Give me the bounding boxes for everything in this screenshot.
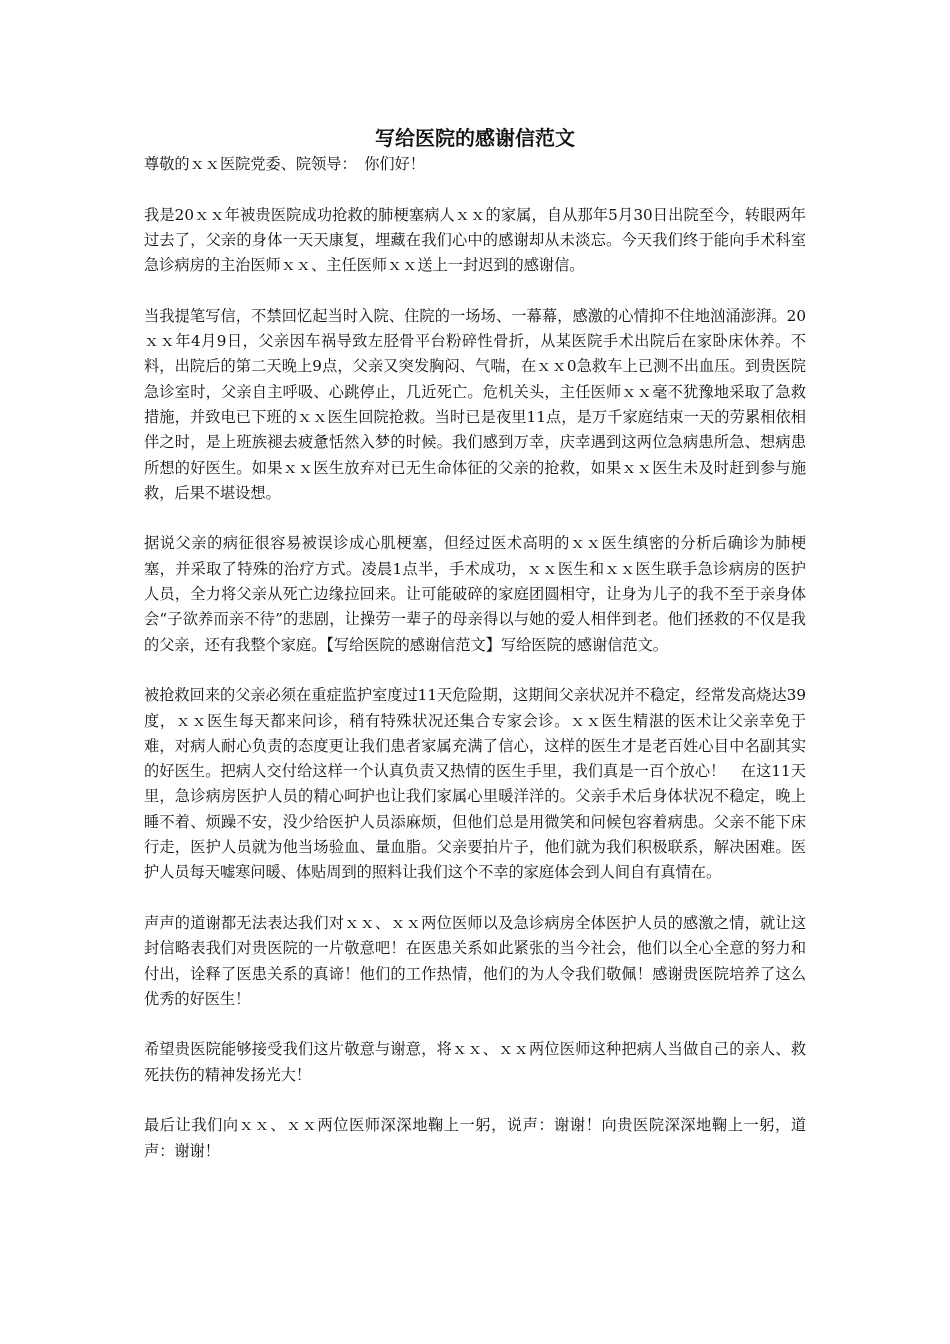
paragraph-6: 希望贵医院能够接受我们这片敬意与谢意，将ｘｘ、ｘｘ两位医师这种把病人当做自己的亲人、救死扶伤的精神发扬光大！ (144, 1040, 806, 1084)
letter-body (144, 152, 806, 1189)
document-title: 写给医院的感谢信范文 (375, 126, 575, 150)
paragraph-1: 我是20ｘｘ年被贵医院成功抢救的肺梗塞病人ｘｘ的家属，自从那年5月30日出院至今，转眼两年过去了，父亲的身体一天天康复，埋藏在我们心中的感谢却从未淡忘。今天我们终于能向手术科室急诊病房的主治医师ｘｘ、主任医师ｘｘ送上一封迟到的感谢信。 (144, 205, 806, 275)
paragraph-2: 当我提笔写信，不禁回忆起当时入院、住院的一场场、一幕幕，感激的心情抑不住地汹涌澎湃。20ｘｘ年4月9日，父亲因车祸导致左胫骨平台粉碎性骨折，从某医院手术出院后在家卧床休养。不料，出院后的第二天晚上9点，父亲又突发胸闷、气喘，在ｘｘ0急救车上已测不出血压。到贵医院急诊室时，父亲自主呼吸、心跳停止，几近死亡。危机关头，主任医师ｘｘ毫不犹豫地采取了急救措施，并致电已下班的ｘｘ医生回院抢救。当时已是夜里11点，是万千家庭结束一天的劳累相依相伴之时，是上班族褪去疲惫恬然入梦的时候。我们感到万幸，庆幸遇到这两位急病患所急、想病患所想的好医生。如果ｘｘ医生放弃对已无生命体征的父亲的抢救，如果ｘｘ医生未及时赶到参与施救，后果不堪设想。 (144, 306, 806, 502)
salutation: 尊敬的ｘｘ医院党委、院领导： 你们好！ (144, 155, 425, 173)
paragraph-5: 声声的道谢都无法表达我们对ｘｘ、ｘｘ两位医师以及急诊病房全体医护人员的感激之情，就让这封信略表我们对贵医院的一片敬意吧！在医患关系如此紧张的当今社会，他们以全心全意的努力和付出，诠释了医患关系的真谛！他们的工作热情，他们的为人令我们敬佩！感谢贵医院培养了这么优秀的好医生！ (144, 913, 806, 1008)
paragraph-7: 最后让我们向ｘｘ、ｘｘ两位医师深深地鞠上一躬，说声：谢谢！向贵医院深深地鞠上一躬，道声：谢谢！ (144, 1116, 806, 1160)
paragraph-3: 据说父亲的病征很容易被误诊成心肌梗塞，但经过医术高明的ｘｘ医生缜密的分析后确诊为肺梗塞，并采取了特殊的治疗方式。凌晨1点半，手术成功，ｘｘ医生和ｘｘ医生联手急诊病房的医护人员，全力将父亲从死亡边缘拉回来。让可能破碎的家庭团圆相守，让身为儿子的我不至于亲身体会“子欲养而亲不待”的悲剧，让操劳一辈子的母亲得以与她的爱人相伴到老。他们拯救的不仅是我的父亲，还有我整个家庭。【写给医院的感谢信范文】写给医院的感谢信范文。 (144, 534, 806, 654)
paragraph-4: 被抢救回来的父亲必须在重症监护室度过11天危险期，这期间父亲状况并不稳定，经常发高烧达39度，ｘｘ医生每天都来问诊，稍有特殊状况还集合专家会诊。ｘｘ医生精湛的医术让父亲幸免于难，对病人耐心负责的态度更让我们患者家属充满了信心，这样的医生才是老百姓心目中名副其实的好医生。把病人交付给这样一个认真负责又热情的医生手里，我们真是一百个放心！ 在这11天里，急诊病房医护人员的精心呵护也让我们家属心里暖洋洋的。父亲手术后身体状况不稳定，晚上睡不着、烦躁不安，没少给医护人员添麻烦，但他们总是用微笑和问候包容着病患。父亲不能下床行走，医护人员就为他当场验血、量血脂。父亲要拍片子，他们就为我们积极联系，解决困难。医护人员每天嘘寒问暖、体贴周到的照料让我们这个不幸的家庭体会到人间自有真情在。 (144, 686, 806, 882)
